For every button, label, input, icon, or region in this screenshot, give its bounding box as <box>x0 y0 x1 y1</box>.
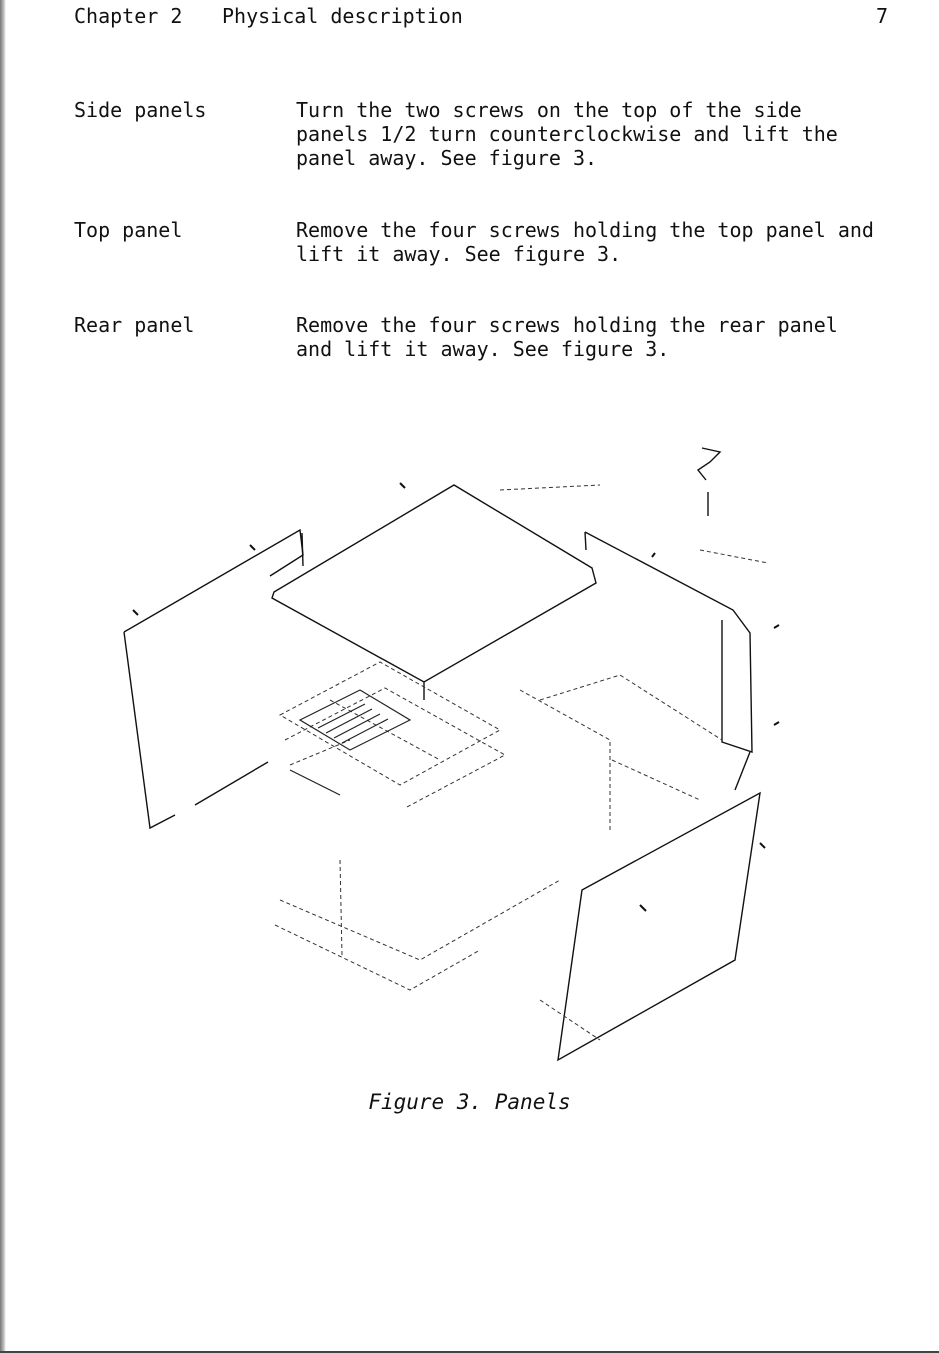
text-line: and lift it away. See figure 3. <box>296 337 670 361</box>
rear-panel <box>585 532 752 752</box>
section-title: Physical description <box>222 4 463 28</box>
exploded-cabinet-panels-drawing <box>0 390 939 1080</box>
top-panel-text <box>296 218 896 266</box>
text-line: Remove the four screws holding the rear panel <box>296 313 838 337</box>
chapter-label: Chapter 2 <box>74 4 183 28</box>
text-line: panel away. See figure 3. <box>296 146 598 170</box>
rear-panel-label: Rear panel <box>74 313 195 337</box>
chassis-frame <box>275 485 768 1040</box>
side-panels-label: Side panels <box>74 98 207 122</box>
text-line: panels 1/2 turn counterclockwise and lift the <box>296 122 838 146</box>
side-panels-text <box>296 98 896 170</box>
top-panel-label: Top panel <box>74 218 183 242</box>
front-right-panel <box>558 793 760 1060</box>
figure-caption: Figure 3. Panels <box>368 1090 571 1114</box>
rear-panel-text <box>296 313 896 361</box>
text-line: Remove the four screws holding the top panel and <box>296 218 874 242</box>
mounting-bracket <box>698 448 720 480</box>
text-line: lift it away. See figure 3. <box>296 242 622 266</box>
top-panel <box>272 485 596 682</box>
screw-marks <box>133 483 779 911</box>
left-side-panel <box>124 530 303 828</box>
page-number: 7 <box>875 4 888 28</box>
text-line: Turn the two screws on the top of the side <box>296 98 802 122</box>
